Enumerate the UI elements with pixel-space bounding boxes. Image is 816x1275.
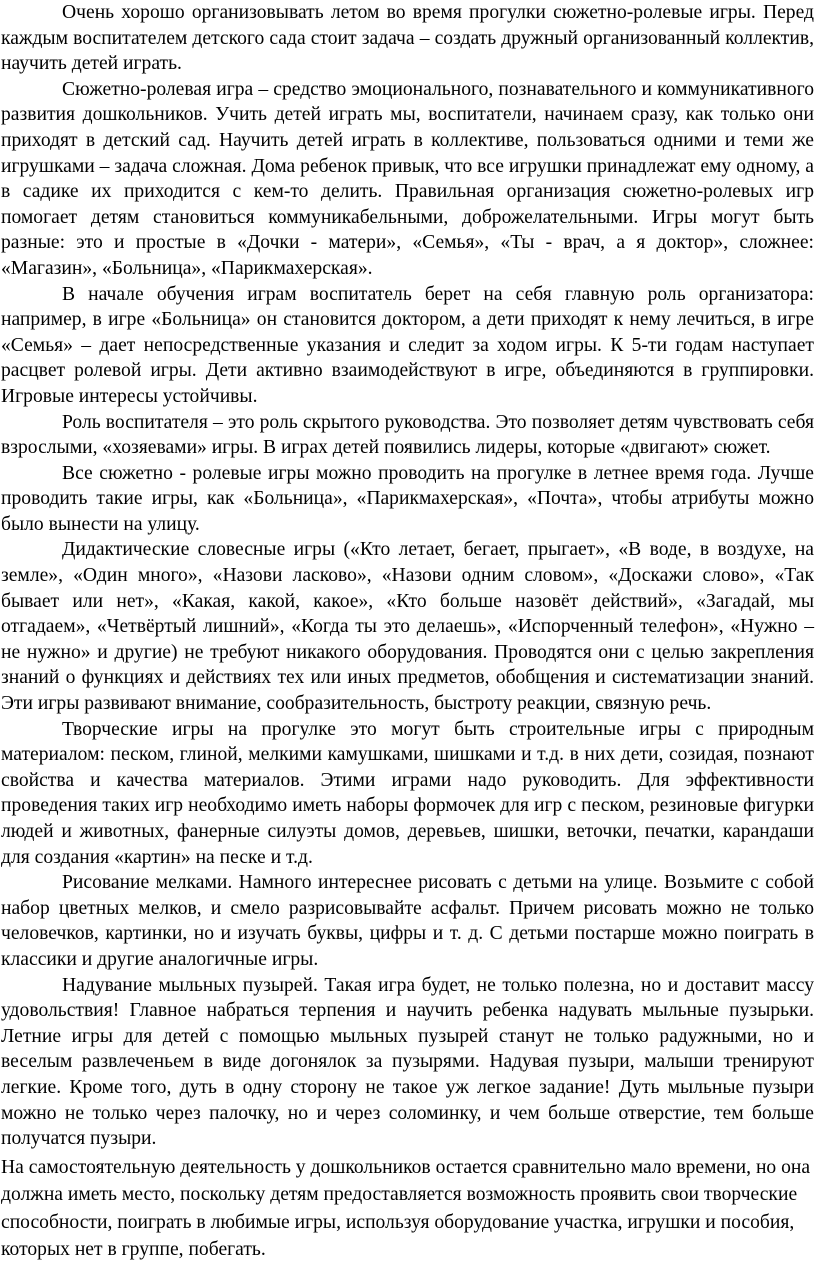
paragraph-intro: Очень хорошо организовывать летом во время прогулки сюжетно-ролевые игры. Перед каждым воспитателем детского сада стоит задача – создать дружный организованный коллектив, научить детей играть. [1,2,814,75]
paragraph-didactic-games: Дидактические словесные игры («Кто летает, бегает, прыгает», «В воде, в воздухе, на земле», «Один много», «Назови ласково», «Назови одним словом», «Доскажи слово», «Так бывает или нет», «Какая, какой, какое», «Кто больше назовёт действий», «Загадай, мы отгадаем», «Четвёртый лишний», «Когда ты это делаешь», «Испорченный телефон», «Нужно – не нужно» и другие) не требуют никакого оборудования. Проводятся они с целью закрепления знаний о функциях и действиях тех или иных предметов, обобщения и систематизации знаний. Эти игры развивают внимание, сообразительность, быстроту реакции, связную речь. [1,539,814,715]
paragraph-chalk-drawing: Рисование мелками. Намного интереснее рисовать с детьми на улице. Возьмите с собой набор цветных мелков, и смело разрисовывайте асфальт. Причем рисовать можно не только человечков, картинки, но и изучать буквы, цифры и т. д. С детьми постарше можно поиграть в классики и другие аналогичные игры. [1,872,814,970]
paragraph-hidden-guidance: Роль воспитателя – это роль скрытого руководства. Это позволяет детям чувствовать себя взрослыми, «хозяевами» игры. В играх детей появились лидеры, которые «двигают» сюжет. [1,411,814,459]
paragraph-summer-games: Все сюжетно - ролевые игры можно проводить на прогулке в летнее время года. Лучше проводить такие игры, как «Больница», «Парикмахерская», «Почта», чтобы атрибуты можно было вынести на улицу. [1,462,814,535]
paragraph-role-play: Сюжетно-ролевая игра – средство эмоционального, познавательного и коммуникативного развития дошкольников. Учить детей играть мы, воспитатели, начинаем сразу, как только они приходят в детский сад. Научить детей играть в коллективе, пользоваться одними и теми же игрушками – задача сложная. Дома ребенок привык, что все игрушки принадлежат ему одному, а в садике их приходится с кем-то делить. Правильная организация сюжетно-ролевых игр помогает детям становиться коммуникабельными, доброжелательными. Игры могут быть разные: это и простые в «Дочки - матери», «Семья», «Ты - врач, а я доктор», сложнее: «Магазин», «Больница», «Парикмахерская». [1,78,814,279]
paragraph-closing: На самостоятельную деятельность у дошкольников остается сравнительно мало времени, но она должна иметь место, поскольку детям предоставляется возможность проявить свои творческие способности, поиграть в любимые игры, используя оборудование участка, игрушки и пособия, которых нет в группе, побегать. [1,1156,811,1261]
paragraph-creative-games: Творческие игры на прогулке это могут быть строительные игры с природным материалом: песком, глиной, мелкими камушками, шишками и т.д. в них дети, созидая, познают свойства и качества материалов. Этими играми надо руководить. Для эффективности проведения таких игр необходимо иметь наборы формочек для игр с песком, резиновые фигурки людей и животных, фанерные силуэты домов, деревьев, шишки, веточки, печатки, карандаши для создания «картин» на песке и т.д. [1,718,814,868]
paragraph-teacher-organizer: В начале обучения играм воспитатель берет на себя главную роль организатора: например, в игре «Больница» он становится доктором, а дети приходят к нему лечиться, в игре «Семья» – дает непосредственные указания и следит за ходом игры. К 5-ти годам наступает расцвет ролевой игры. Дети активно взаимодействуют в игре, объединяются в группировки. Игровые интересы устойчивы. [1,283,814,407]
paragraph-soap-bubbles: Надувание мыльных пузырей. Такая игра будет, не только полезна, но и доставит массу удовольствия! Главное набраться терпения и научить ребенка надувать мыльные пузырьки. Летние игры для детей с помощью мыльных пузырей станут не только радужными, но и веселым развлеченьем в виде догонялок за пузырями. Надувая пузыри, малыши тренируют легкие. Кроме того, дуть в одну сторону не такое уж легкое задание! Дуть мыльные пузыри можно не только через палочку, но и через соломинку, и чем больше отверстие, тем больше получатся пузыри. [1,974,814,1150]
